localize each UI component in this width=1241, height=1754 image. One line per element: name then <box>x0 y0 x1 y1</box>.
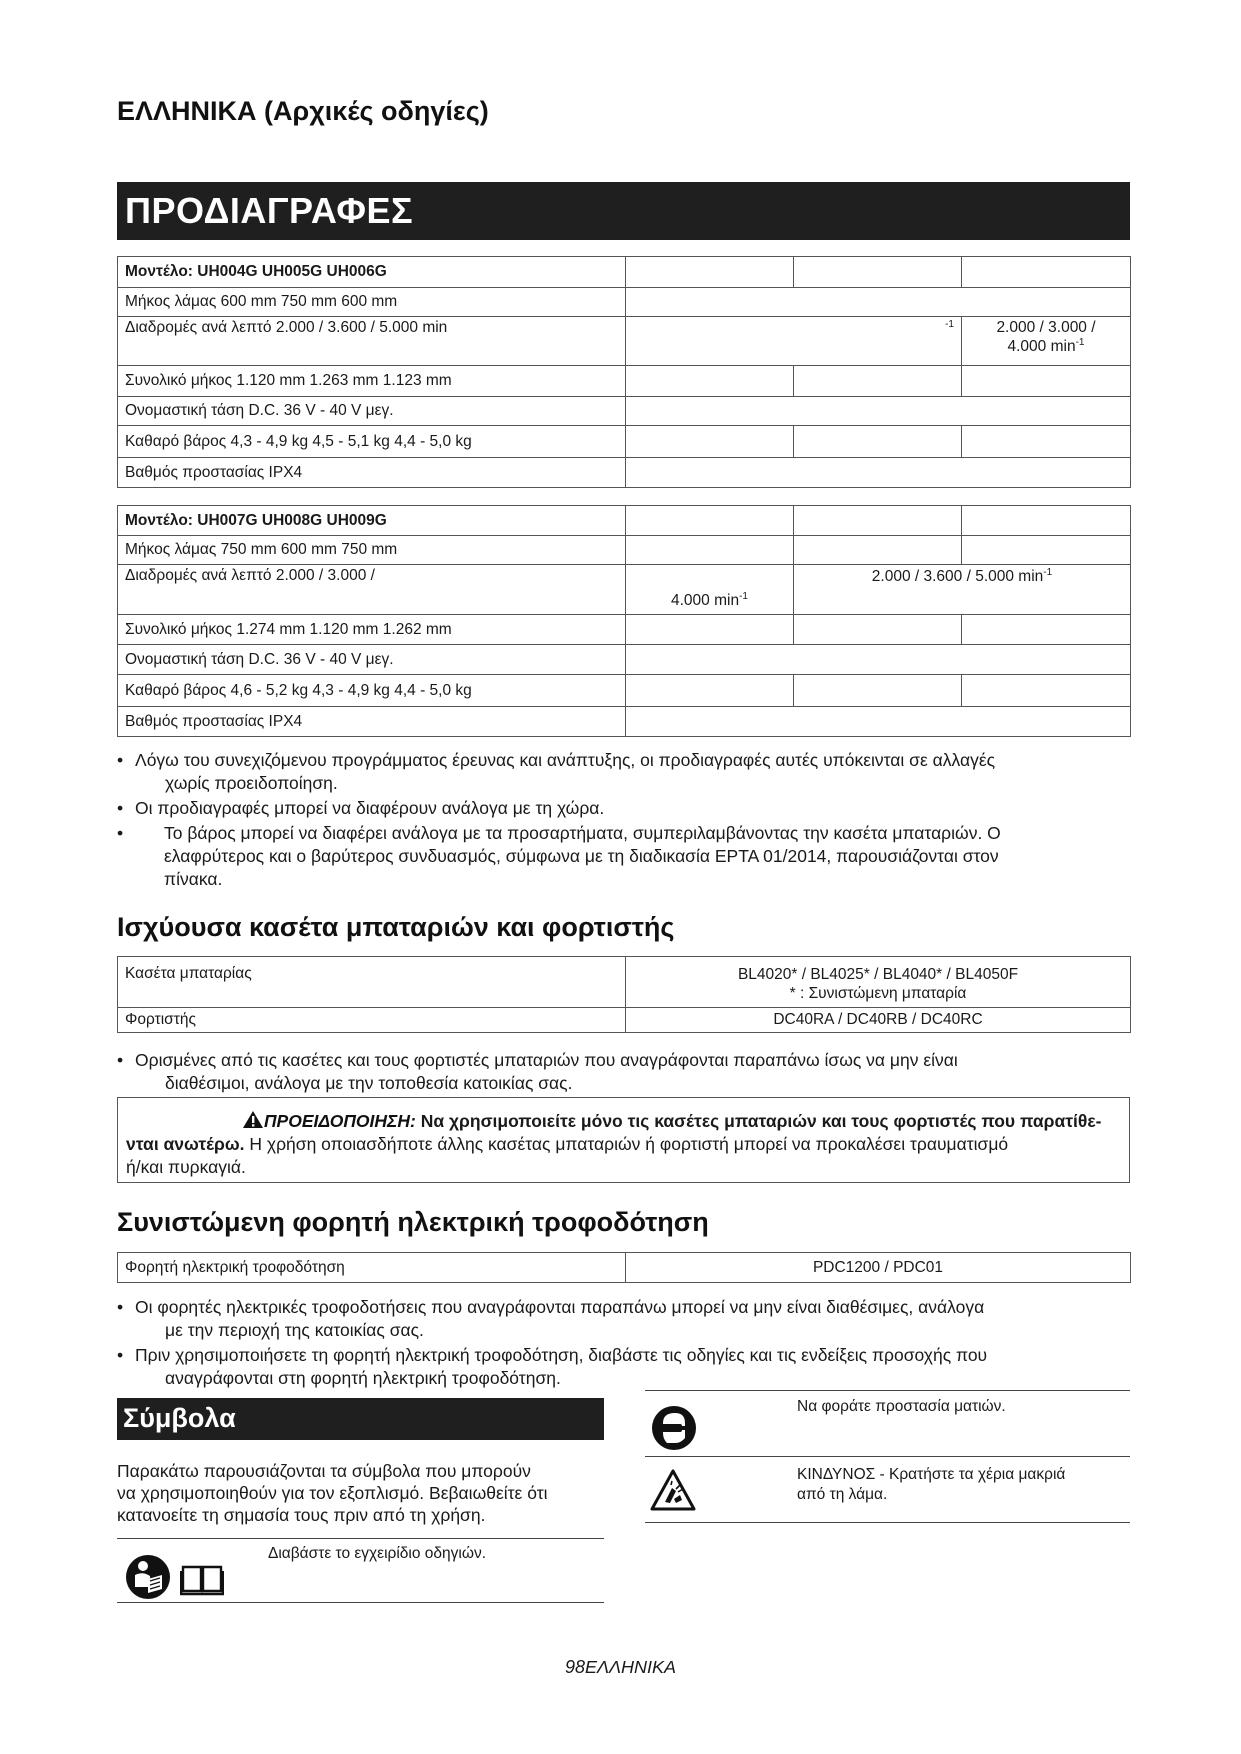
divider <box>117 1602 604 1603</box>
portable-power-title: Συνιστώμενη φορητή ηλεκτρική τροφοδότηση <box>117 1207 709 1237</box>
page-footer: 98ΕΛΛΗΝΙΚΑ <box>564 1657 677 1677</box>
battery-table <box>117 956 1131 1033</box>
charger-label-cell: Φορτιστής <box>118 1008 626 1033</box>
book-icon <box>180 1561 224 1597</box>
spec-notes <box>117 749 1137 891</box>
warning-text-2: ή/και πυρκαγιά. <box>126 1157 246 1177</box>
note-item: • Οι φορητές ηλεκτρικές τροφοδοτήσεις που αναγράφονται παραπάνω μπορεί να μην είναι διαθέσιμες, ανάλογα με την περιοχή της κατοικίας σας. <box>117 1297 985 1340</box>
battery-notes <box>117 1049 1137 1095</box>
battery-value-cell: BL4020* / BL4025* / BL4040* / BL4050F * : Συνιστώμενη μπαταρία <box>626 957 1131 1008</box>
warning-bold-text-2: νται ανωτέρω. <box>126 1134 245 1154</box>
divider <box>645 1456 1130 1457</box>
battery-section-title: Ισχύουσα κασέτα μπαταριών και φορτιστής <box>117 912 675 942</box>
portable-power-label-cell: Φορητή ηλεκτρική τροφοδότηση <box>118 1253 626 1283</box>
protection-cell: Βαθμός προστασίας IPX4 <box>118 458 626 488</box>
net-weight-cell: Καθαρό βάρος 4,6 - 5,2 kg 4,3 - 4,9 kg 4,4 - 5,0 kg <box>118 675 626 707</box>
protection-cell: Βαθμός προστασίας IPX4 <box>118 707 626 737</box>
blade-length-cell: Μήκος λάμας 750 mm 600 mm 750 mm <box>118 536 626 565</box>
portable-power-table <box>117 1252 1131 1283</box>
warning-text: Η χρήση οποιασδήποτε άλλης κασέτας μπαταριών ή φορτιστή μπορεί να προκαλέσει τραυματισμό <box>249 1134 1009 1154</box>
specifications-title: ΠΡΟΔΙΑΓΡΑΦΕΣ <box>117 182 1130 240</box>
warning-triangle-icon <box>242 1110 264 1129</box>
eye-protection-text: Να φοράτε προστασία ματιών. <box>797 1398 1006 1415</box>
symbols-intro: Παρακάτω παρουσιάζονται τα σύμβολα που μπορούν να χρησιμοποιηθούν για τον εξοπλισμό. Βεβαιωθείτε ότι κατανοείτε τη σημασία τους πριν από τη χρήση. <box>117 1461 548 1525</box>
warning-bold-text: Να χρησιμοποιείτε μόνο τις κασέτες μπαταριών και τους φορτιστές που παρατίθε- <box>420 1111 1102 1131</box>
model-cell: Μοντέλο: UH004G UH005G UH006G <box>118 257 626 288</box>
rated-voltage-cell: Ονομαστική τάση D.C. 36 V - 40 V μεγ. <box>118 645 626 675</box>
strokes-right-cell: 2.000 / 3.000 / 4.000 $\min^{-1}$ <box>962 317 1131 366</box>
divider <box>645 1522 1130 1523</box>
strokes-col3-cell: 2.000 / 3.600 / 5.000 $\min^{-1}$ <box>794 565 1131 615</box>
blade-danger-text: ΚΙΝΔΥΝΟΣ - Κρατήστε τα χέρια μακριά από τη λάμα. <box>797 1466 1066 1503</box>
divider <box>645 1390 1130 1391</box>
overall-length-cell: Συνολικό μήκος 1.274 mm 1.120 mm 1.262 mm <box>118 615 626 645</box>
note-item: • Πριν χρησιμοποιήσετε τη φορητή ηλεκτρική τροφοδότηση, διαβάστε τις οδηγίες και τις ενδείξεις προσοχής που αναγράφονται στη φορητή ηλεκτρική τροφοδότηση. <box>117 1345 988 1388</box>
portable-power-value-cell: PDC1200 / PDC01 <box>626 1253 1131 1283</box>
eye-protection-icon <box>651 1405 697 1451</box>
note-item: • Λόγω του συνεχιζόμενου προγράμματος έρευνας και ανάπτυξης, οι προδιαγραφές αυτές υπόκεινται σε αλλαγές χωρίς προειδοποίηση. <box>117 750 996 793</box>
divider <box>117 1538 604 1539</box>
warning-title: ΠΡΟΕΙΔΟΠΟΙΗΣΗ: <box>264 1111 416 1131</box>
strokes-cell: Διαδρομές ανά λεπτό 2.000 / 3.000 / <box>118 565 626 615</box>
spec-table-2 <box>117 505 1131 737</box>
blade-length-cell: Μήκος λάμας 600 mm 750 mm 600 mm <box>118 288 626 317</box>
read-manual-icons <box>124 1553 224 1601</box>
model-cell: Μοντέλο: UH007G UH008G UH009G <box>118 506 626 536</box>
read-manual-text: Διαβάστε το εγχειρίδιο οδηγιών. <box>268 1545 486 1562</box>
warning-box <box>117 1097 1130 1183</box>
page-heading: ΕΛΛΗΝΙΚΑ (Αρχικές οδηγίες) <box>117 96 489 126</box>
rated-voltage-cell: Ονομαστική τάση D.C. 36 V - 40 V μεγ. <box>118 397 626 426</box>
spec-table-1 <box>117 256 1131 488</box>
note-item: • Το βάρος μπορεί να διαφέρει ανάλογα με τα προσαρτήματα, συμπεριλαμβάνοντας την κασέτα μπαταριών. Ο ελαφρύτερος και ο βαρύτερος συνδυασμός, σύμφωνα με τη διαδικασία EPTA 01/2014, παρουσιάζονται στον πίνακα. <box>117 823 1001 889</box>
battery-label-cell: Κασέτα μπαταρίας <box>118 957 626 1008</box>
portable-power-notes <box>117 1296 1147 1390</box>
overall-length-cell: Συνολικό μήκος 1.120 mm 1.263 mm 1.123 mm <box>118 366 626 397</box>
note-item: • Ορισμένες από τις κασέτες και τους φορτιστές μπαταριών που αναγράφονται παραπάνω ίσως να μην είναι διαθέσιμοι, ανάλογα με την τοποθεσία κατοικίας σας. <box>117 1050 958 1093</box>
strokes-exp-cell: -1 <box>626 317 962 366</box>
symbols-title: Σύμβολα <box>117 1398 604 1440</box>
blade-danger-icon <box>650 1469 696 1511</box>
charger-value-cell: DC40RA / DC40RB / DC40RC <box>626 1008 1131 1033</box>
net-weight-cell: Καθαρό βάρος 4,3 - 4,9 kg 4,5 - 5,1 kg 4,4 - 5,0 kg <box>118 426 626 458</box>
note-item: • Οι προδιαγραφές μπορεί να διαφέρουν ανάλογα με τη χώρα. <box>117 798 605 818</box>
strokes-col2-cell: 4.000 $\min^{-1}$ <box>626 565 794 615</box>
strokes-cell: Διαδρομές ανά λεπτό 2.000 / 3.600 / 5.000 min <box>118 317 626 366</box>
read-manual-person-icon <box>124 1553 172 1601</box>
